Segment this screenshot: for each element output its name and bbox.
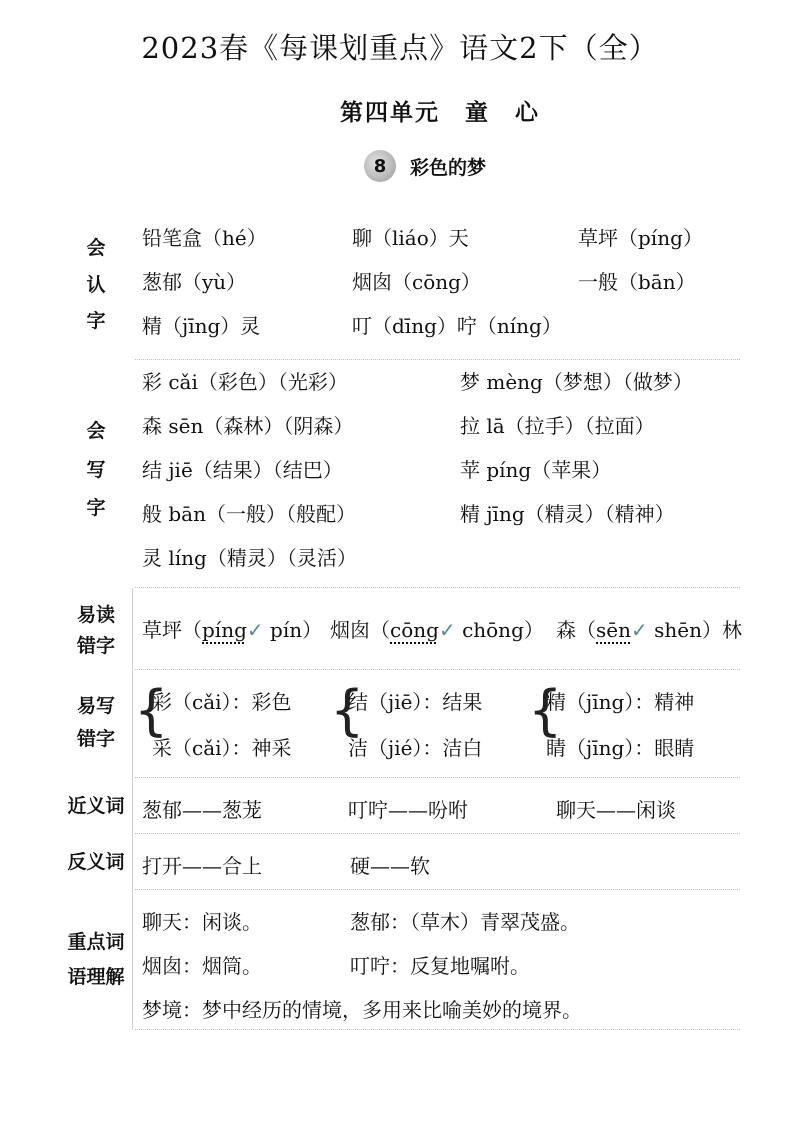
misread-section — [60, 588, 740, 670]
check-icon: ✓ — [630, 618, 648, 642]
synonyms-divider — [132, 778, 133, 834]
write-item: 拉 lā（拉手）（拉面） — [460, 414, 655, 438]
key-term: 烟囱：烟筒。 — [142, 954, 262, 978]
key-term: 叮咛：反复地嘱咐。 — [350, 954, 530, 978]
miswrite-item: 采（cǎi）：神采 — [152, 736, 292, 760]
key-term: 梦境：梦中经历的情境，多用来比喻美妙的境界。 — [142, 998, 582, 1022]
recognize-item: 精（jīng）灵 — [142, 314, 261, 338]
key-terms-label: 重点词 语理解 — [67, 931, 125, 988]
unit-title: 第四单元 童 心 — [340, 100, 540, 126]
synonym-pair: 聊天——闲谈 — [556, 798, 676, 822]
write-item: 彩 cǎi（彩色）（光彩） — [142, 370, 348, 394]
lesson-title: 彩色的梦 — [410, 156, 487, 179]
key-term: 聊天：闲谈。 — [142, 910, 262, 934]
recognize-label: 会 认 字 — [86, 236, 106, 333]
miswrite-section — [60, 670, 740, 778]
write-item: 结 jiē（结果）（结巴） — [142, 458, 343, 482]
recognize-item: 一般（bān） — [578, 270, 696, 294]
brace-icon: { — [528, 679, 563, 742]
write-item: 苹 píng（苹果） — [460, 458, 612, 482]
lesson-number-badge: 8 — [364, 150, 396, 182]
synonym-pair: 葱郁——葱茏 — [142, 798, 262, 822]
miswrite-item: 洁（jié）：洁白 — [348, 736, 483, 760]
misread-divider — [132, 588, 133, 670]
recognize-item: 叮（dīng）咛（níng） — [352, 314, 562, 338]
miswrite-item: 精（jīng）：精神 — [546, 690, 695, 714]
brace-icon: { — [330, 679, 365, 742]
write-item: 般 bān（一般）（般配） — [142, 502, 356, 526]
lesson-heading — [364, 146, 486, 186]
write-label: 会 写 字 — [86, 419, 106, 520]
write-item: 精 jīng（精灵）（精神） — [460, 502, 675, 526]
antonyms-label: 反义词 — [67, 850, 125, 873]
antonym-pair: 打开——合上 — [142, 854, 262, 878]
synonyms-section — [60, 778, 740, 834]
misread-item: 草坪（píng✓ pín） — [142, 618, 323, 642]
recognize-item: 聊（liáo）天 — [352, 226, 469, 250]
recognize-item: 葱郁（yù） — [142, 270, 247, 294]
miswrite-label: 易写 错字 — [76, 695, 115, 750]
antonyms-section — [60, 834, 740, 890]
miswrite-item: 睛（jīng）：眼睛 — [546, 736, 695, 760]
recognize-item: 烟囱（cōng） — [352, 270, 481, 294]
misread-item: 烟囱（cōng✓ chōng） — [330, 618, 544, 642]
recognize-item: 草坪（píng） — [578, 226, 703, 250]
synonyms-label: 近义词 — [67, 794, 125, 817]
write-section — [60, 360, 740, 588]
write-item: 梦 mèng（梦想）（做梦） — [460, 370, 693, 394]
write-item: 森 sēn（森林）（阴森） — [142, 414, 354, 438]
write-item: 灵 líng（精灵）（灵活） — [142, 546, 357, 570]
document-title: 2023春《每课划重点》语文2下（全） — [141, 31, 659, 65]
recognize-section — [60, 210, 740, 360]
synonym-pair: 叮咛——吩咐 — [348, 798, 468, 822]
check-icon: ✓ — [246, 618, 264, 642]
recognize-item: 铅笔盒（hé） — [142, 226, 267, 250]
misread-item: 森（sēn✓ shēn）林 — [556, 618, 742, 642]
key-terms-section — [60, 890, 740, 1030]
antonym-pair: 硬——软 — [350, 854, 430, 878]
misread-label: 易读 错字 — [76, 604, 115, 657]
miswrite-item: 彩（cǎi）：彩色 — [152, 690, 292, 714]
antonyms-divider — [132, 834, 133, 890]
miswrite-item: 结（jiē）：结果 — [348, 690, 483, 714]
key-term: 葱郁：（草木）青翠茂盛。 — [350, 910, 580, 934]
miswrite-divider — [132, 670, 133, 778]
key-terms-divider — [132, 890, 133, 1030]
check-icon: ✓ — [438, 618, 456, 642]
brace-icon: { — [134, 679, 169, 742]
